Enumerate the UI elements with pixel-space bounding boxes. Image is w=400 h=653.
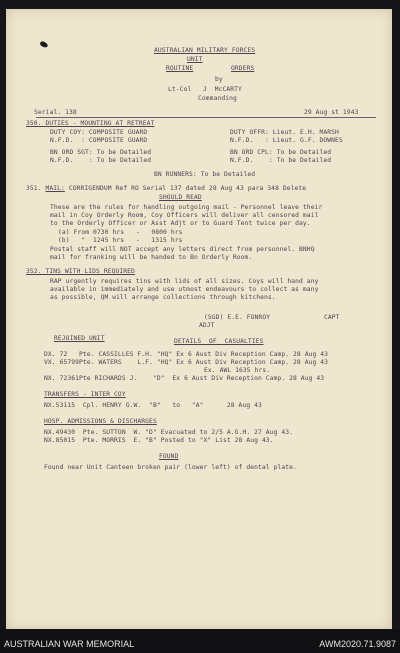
nfd-cpl: N.F.D. : To be Detailed bbox=[230, 157, 332, 164]
mail-label: MAIL: bbox=[45, 185, 65, 192]
found-heading: FOUND bbox=[159, 453, 179, 460]
mail-para-3: to the Orderly Officer or Asst Adjt or to Guard Tent twice per day. bbox=[50, 220, 311, 227]
mail-para-5: mail for franking will be handed to Bn Orderly Room. bbox=[50, 254, 253, 261]
mail-time-b: (b) " 1245 hrs - 1315 hrs bbox=[58, 237, 183, 244]
signature-adjt: ADJT bbox=[199, 322, 215, 329]
serial-number: Serial. 138 bbox=[34, 109, 77, 116]
nfd-offr: N.F.D. : Lieut. G.F. DOWNES bbox=[230, 137, 343, 144]
mail-num: 351. bbox=[26, 185, 42, 192]
org-line-1: AUSTRALIAN MILITARY FORCES bbox=[154, 47, 256, 54]
rejoined-row-2: VX. 65799Pte. WATERS L.F. "HQ" Ex 6 Aust Div Reception Camp. 28 Aug 43 bbox=[44, 359, 329, 366]
rejoined-row-1: DX. 72 Pte. CASSILLES F.H. "HQ" Ex 6 Aust Div Reception Camp. 28 Aug 43 bbox=[44, 351, 329, 358]
signature-name: (SGD) E.E. FONROY bbox=[204, 314, 271, 321]
by-label: by bbox=[215, 76, 223, 83]
mail-para-1: These are the rules for handling outgoing mail - Personnel leave their bbox=[50, 204, 323, 211]
rejoined-row-2b: Ex. AWL 1635 hrs. bbox=[204, 367, 271, 374]
commanding-officer: Lt-Col J McCARTY bbox=[168, 86, 242, 93]
should-read: SHOULD READ bbox=[159, 194, 202, 201]
bn-ord-sgt: BN ORD SGT: To be Detailed bbox=[50, 149, 152, 156]
ink-mark bbox=[39, 41, 48, 49]
mail-para-2: mail in Coy Orderly Room, Coy Officers will deliver all censored mail bbox=[50, 212, 319, 219]
routine-label: ROUTINE bbox=[166, 65, 194, 72]
document-page bbox=[6, 9, 392, 629]
hosp-row-1: NX.49430 Pte. SUTTON W. "D" Evacuated to 2/5 A.G.H. 27 Aug 43. bbox=[44, 429, 294, 436]
nfd-coy: N.F.D. : COMPOSITE GUARD bbox=[50, 137, 148, 144]
serial-date: 29 Aug st 1943 bbox=[304, 109, 359, 116]
footer-institution: AUSTRALIAN WAR MEMORIAL bbox=[4, 639, 135, 649]
signature-rank: CAPT bbox=[324, 314, 340, 321]
mail-para-4: Postal staff will NOT accept any letters direct from personnel. BNHQ bbox=[50, 246, 315, 253]
transfers-heading: TRANSFERS - INTER COY bbox=[44, 391, 126, 398]
hosp-heading: HOSP. ADMISSIONS & DISCHARGES bbox=[44, 418, 157, 425]
mail-title bbox=[26, 185, 306, 192]
commanding-label: Commanding bbox=[198, 95, 237, 102]
org-line-2: UNIT bbox=[187, 56, 203, 63]
serial-rule bbox=[36, 117, 376, 118]
casualties-heading: DETAILS OF CASUALTIES bbox=[174, 338, 264, 345]
duty-offr: DUTY OFFR: Lieut. E.H. MARSH bbox=[230, 129, 339, 136]
rejoined-heading: REJOINED UNIT bbox=[54, 335, 105, 342]
orders-label: ORDERS bbox=[231, 65, 255, 72]
transfers-row-1: NX.53115 Cpl. HENRY G.W. "B" to "A" 28 Aug 43 bbox=[44, 402, 262, 409]
archive-footer bbox=[0, 629, 400, 653]
footer-accession: AWM2020.71.9087 bbox=[319, 639, 396, 649]
tins-title: 352. TINS WITH LIDS REQUIRED bbox=[26, 268, 135, 275]
hosp-row-2: NX.85015 Pte. MORRIS E. "B" Posted to "X" List 28 Aug 43. bbox=[44, 437, 274, 444]
rejoined-row-3: NX. 72361Pte RICHARDS J. "D" Ex 6 Aust Div Reception Camp. 28 Aug 43 bbox=[44, 375, 325, 382]
nfd-sgt: N.F.D. : To be Detailed bbox=[50, 157, 152, 164]
bn-runners: BN RUNNERS: To be Detailed bbox=[154, 171, 256, 178]
bn-ord-cpl: BN ORD CPL: To be Detailed bbox=[230, 149, 332, 156]
mail-time-a: (a) From 0730 hrs - 0800 hrs bbox=[58, 229, 183, 236]
tins-para-2: available in immediately and use utmost endeavours to collect as many bbox=[50, 286, 319, 293]
tins-para-1: RAP urgently requires tins with lids of all sizes. Coys will hand any bbox=[50, 278, 319, 285]
mail-corrigendum: CORRIGENDUM Ref RO Serial 137 dated 28 Aug 43 para 348 Delete bbox=[64, 185, 307, 192]
tins-para-3: as possible, QM will arrange collections through kitchens. bbox=[50, 294, 276, 301]
duty-coy: DUTY COY: COMPOSITE GUARD bbox=[50, 129, 148, 136]
duties-title: 350. DUTIES - MOUNTING AT RETREAT bbox=[26, 120, 155, 127]
found-row-1: Found near Unit Canteen broken pair (lower left) of dental plate. bbox=[44, 464, 297, 471]
